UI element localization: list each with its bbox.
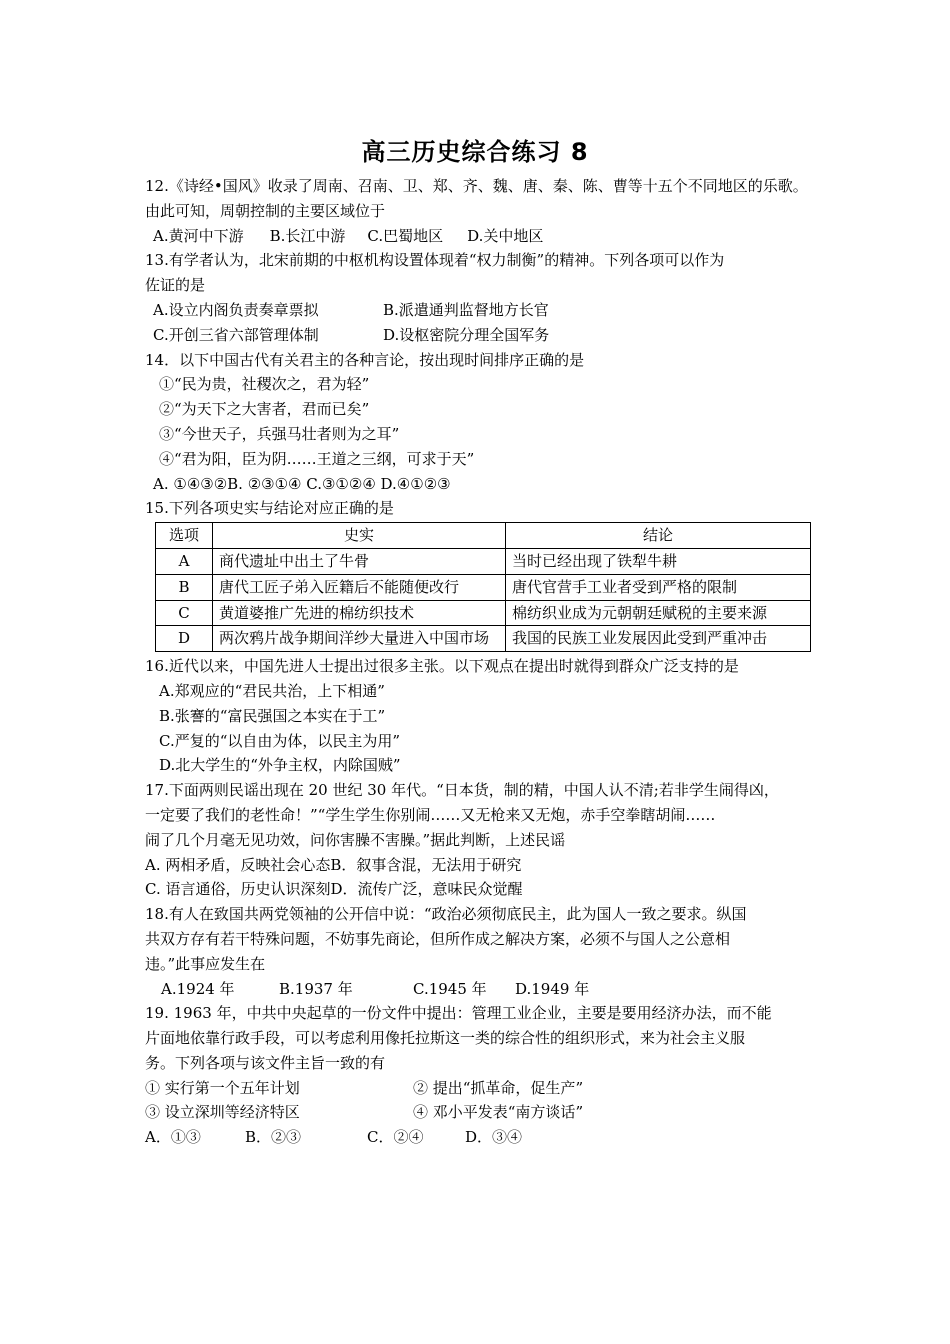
question-15 bbox=[145, 496, 810, 652]
option-c: C.1945 年 bbox=[413, 979, 487, 998]
question-14 bbox=[145, 348, 810, 497]
option-b: B.张謇的“富民强国之本实在于工” bbox=[159, 706, 386, 725]
question-12 bbox=[145, 174, 810, 248]
option-c: C.开创三省六部管理体制 bbox=[153, 325, 319, 344]
question-18 bbox=[145, 902, 810, 1001]
option-b: B.长江中游 bbox=[269, 226, 346, 245]
question-stem: 由此可知，周朝控制的主要区域位于 bbox=[145, 201, 386, 220]
option-d: D.1949 年 bbox=[515, 979, 590, 998]
question-stem: 15.下列各项史实与结论对应正确的是 bbox=[145, 499, 394, 518]
row-conclusion: 当时已经出现了铁犁牛耕 bbox=[506, 548, 811, 574]
statement-item: ③“今世天子，兵强马壮者则为之耳” bbox=[159, 424, 400, 443]
row-conclusion: 棉纺织业成为元朝朝廷赋税的主要来源 bbox=[506, 600, 811, 626]
row-fact: 商代遗址中出土了牛骨 bbox=[213, 548, 506, 574]
row-fact: 唐代工匠子弟入匠籍后不能随便改行 bbox=[213, 574, 506, 600]
question-stem: 违。”此事应发生在 bbox=[145, 954, 266, 973]
option-a: A.黄河中下游 bbox=[153, 226, 244, 245]
question-stem: 片面地依靠行政手段，可以考虑利用像托拉斯这一类的综合性的组织形式，来为社会主义服 bbox=[145, 1029, 746, 1048]
option-c: C.严复的“以自由为体，以民主为用” bbox=[159, 731, 401, 750]
option-a: A．①③ bbox=[145, 1128, 201, 1147]
question-stem: 务。下列各项与该文件主旨一致的有 bbox=[145, 1053, 386, 1072]
statement-item: ①“民为贵，社稷次之，君为轻” bbox=[159, 375, 370, 394]
page-title: 高三历史综合练习 8 bbox=[361, 138, 589, 166]
question-stem: 14．以下中国古代有关君主的各种言论，按出现时间排序正确的是 bbox=[145, 350, 585, 369]
statement-item: ④“君为阳，臣为阴……王道之三纲，可求于天” bbox=[159, 449, 475, 468]
table-row bbox=[156, 626, 811, 652]
option-d: D.设枢密院分理全国军务 bbox=[383, 325, 550, 344]
question-stem: 闹了几个月毫无见功效，问你害臊不害臊。”据此判断，上述民谣 bbox=[145, 830, 566, 849]
question-stem: 12.《诗经•国风》收录了周南、召南、卫、郑、齐、魏、唐、秦、陈、曹等十五个不同地区的乐歌。 bbox=[145, 177, 808, 195]
option-c: C．②④ bbox=[367, 1128, 424, 1147]
row-fact: 黄道婆推广先进的棉纺织技术 bbox=[213, 600, 506, 626]
header-option: 选项 bbox=[156, 523, 213, 549]
question-13 bbox=[145, 248, 810, 347]
statement-item: ②“为天下之大害者，君而已矣” bbox=[159, 400, 370, 419]
question-stem: 19. 1963 年，中共中央起草的一份文件中提出：管理工业企业，主要是要用经济办法，而不能 bbox=[145, 1004, 772, 1023]
question-stem: 一定要了我们的老性命！”“学生学生你别闹……又无枪来又无炮，赤手空拳瞎胡闹…… bbox=[145, 805, 716, 824]
question-stem: 16.近代以来，中国先进人士提出过很多主张。以下观点在提出时就得到群众广泛支持的是 bbox=[145, 657, 739, 676]
row-conclusion: 唐代官营手工业者受到严格的限制 bbox=[506, 574, 811, 600]
option-d: D．③④ bbox=[465, 1128, 523, 1147]
question-16 bbox=[145, 654, 810, 778]
question-stem: 佐证的是 bbox=[145, 276, 206, 295]
table-row bbox=[156, 600, 811, 626]
question-stem: 共双方存有若干特殊问题，不妨事先商论，但所作成之解决方案，必须不与国人之公意相 bbox=[145, 929, 731, 948]
table-header-row bbox=[156, 523, 811, 549]
option-b: B．②③ bbox=[245, 1128, 302, 1147]
header-fact: 史实 bbox=[213, 523, 506, 549]
statement-item: ① 实行第一个五年计划 bbox=[145, 1078, 300, 1097]
row-conclusion: 我国的民族工业发展因此受到严重冲击 bbox=[506, 626, 811, 652]
question-19 bbox=[145, 1001, 810, 1150]
table-row bbox=[156, 548, 811, 574]
option-b: B.派遣通判监督地方长官 bbox=[383, 300, 549, 319]
option-b: B.1937 年 bbox=[279, 979, 353, 998]
question-stem: 17.下面两则民谣出现在 20 世纪 30 年代。“日本货，制的精，中国人认不清;若非学生闹得凶， bbox=[145, 781, 779, 800]
options-line: A. 两相矛盾，反映社会心态B．叙事含混，无法用于研究 bbox=[145, 855, 522, 874]
row-option: B bbox=[156, 574, 213, 600]
row-option: A bbox=[156, 548, 213, 574]
header-conclusion: 结论 bbox=[506, 523, 811, 549]
question-stem: 13.有学者认为，北宋前期的中枢机构设置体现着“权力制衡”的精神。下列各项可以作为 bbox=[145, 251, 725, 270]
question-17 bbox=[145, 778, 810, 902]
option-a: A.1924 年 bbox=[161, 979, 235, 998]
row-option: D bbox=[156, 626, 213, 652]
option-d: D.关中地区 bbox=[467, 226, 544, 245]
question-stem: 18.有人在致国共两党领袖的公开信中说：“政治必须彻底民主，此为国人一致之要求。纵国 bbox=[145, 905, 747, 924]
statement-item: ③ 设立深圳等经济特区 bbox=[145, 1103, 300, 1122]
option-a: A.郑观应的“君民共治，上下相通” bbox=[159, 681, 385, 700]
statement-item: ④ 邓小平发表“南方谈话” bbox=[413, 1103, 584, 1122]
row-option: C bbox=[156, 600, 213, 626]
option-d: D.北大学生的“外争主权，内除国贼” bbox=[159, 756, 401, 775]
options-line: C. 语言通俗，历史认识深刻D．流传广泛，意味民众觉醒 bbox=[145, 880, 523, 899]
table-row bbox=[156, 574, 811, 600]
statement-item: ② 提出“抓革命，促生产” bbox=[413, 1078, 584, 1097]
row-fact: 两次鸦片战争期间洋纱大量进入中国市场 bbox=[213, 626, 506, 652]
options-line: A. ①④③②B. ②③①④ C.③①②④ D.④①②③ bbox=[153, 474, 451, 493]
question-list bbox=[145, 174, 810, 1150]
facts-table bbox=[155, 522, 811, 652]
option-a: A.设立内阁负责奏章票拟 bbox=[153, 300, 319, 319]
option-c: C.巴蜀地区 bbox=[367, 226, 444, 245]
